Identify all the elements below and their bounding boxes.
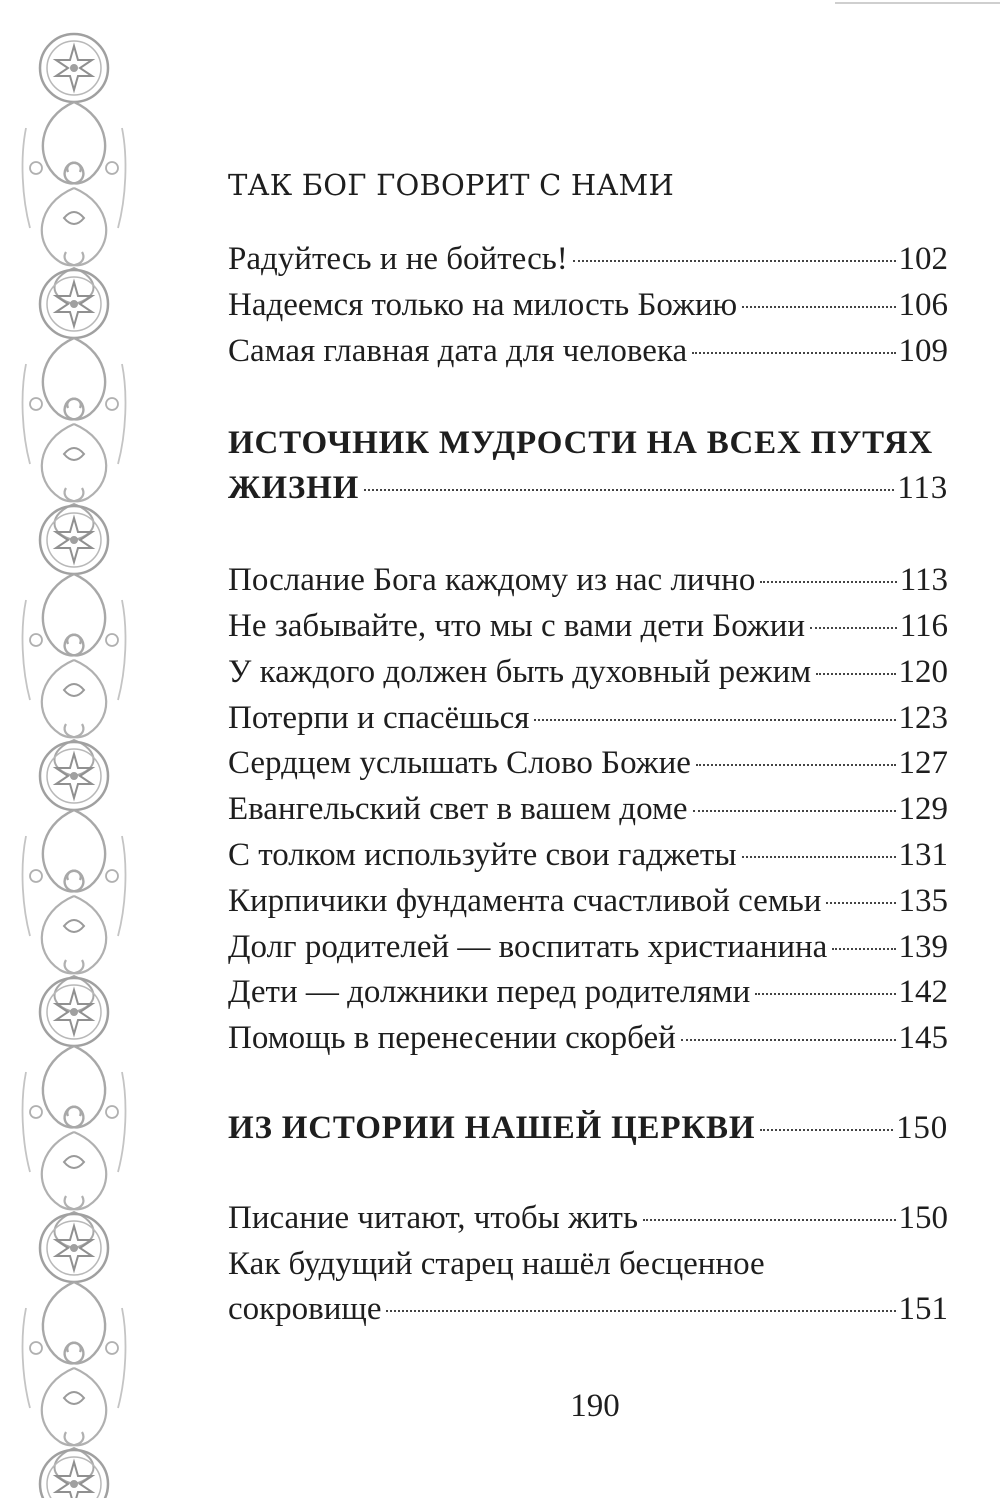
toc-entry (228, 329, 948, 375)
section-title-2-line-1: ИСТОЧНИК МУДРОСТИ НА ВСЕХ ПУТЯХ (228, 425, 933, 462)
toc-entry-page: 131 (898, 836, 948, 873)
toc-entry-page: 123 (898, 699, 948, 736)
toc-entry-title: Помощь в перенесении скорбей (228, 1020, 676, 1057)
dot-leader (826, 902, 895, 904)
toc-entry-page: 109 (898, 332, 948, 369)
toc-entry-title: Писание читают, чтобы жить (228, 1199, 639, 1236)
toc-entry-title: Сердцем услышать Слово Божие (228, 745, 691, 782)
toc-entry-title: Дети — должники перед родителями (228, 974, 751, 1011)
dot-leader (693, 810, 896, 812)
section-title-2-line-2: ЖИЗНИ (228, 470, 360, 507)
toc-entry-title: Долг родителей — воспитать христианина (228, 928, 828, 965)
dot-leader (816, 673, 895, 675)
toc-entry-multiline-page: 151 (898, 1291, 948, 1328)
toc-entry (228, 283, 948, 329)
dot-leader (742, 856, 896, 858)
dot-leader (534, 719, 895, 721)
dot-leader (760, 1129, 893, 1131)
dot-leader (832, 948, 895, 950)
toc-entry (228, 970, 948, 1016)
dot-leader (386, 1310, 895, 1312)
section-title-3-row (228, 1106, 948, 1152)
toc-entry (228, 833, 948, 879)
toc-entry-title: Самая главная дата для человека (228, 332, 688, 369)
toc-entry-page: 120 (898, 653, 948, 690)
toc-entry-page: 102 (898, 241, 948, 277)
toc-entry-title: Потерпи и спасёшься (228, 699, 530, 736)
toc-entry-title: Не забывайте, что мы с вами дети Божии (228, 607, 806, 644)
dot-leader (681, 1039, 896, 1041)
page-number: 190 (570, 1388, 620, 1424)
section-title-2 (228, 420, 948, 466)
toc-entry (228, 925, 948, 971)
dot-leader (760, 581, 896, 583)
section-2-items (228, 558, 948, 1062)
section-title-1: ТАК БОГ ГОВОРИТ С НАМИ (228, 168, 674, 202)
toc-entry-page: 127 (898, 745, 948, 782)
toc-entry (228, 604, 948, 650)
section-title-3: ИЗ ИСТОРИИ НАШЕЙ ЦЕРКВИ (228, 1109, 756, 1146)
toc-entry-page: 113 (899, 562, 948, 599)
dot-leader (364, 489, 894, 491)
toc-entry-page: 129 (898, 791, 948, 828)
dot-leader (573, 260, 896, 262)
section-3-page: 150 (896, 1109, 948, 1146)
toc-entry-title: Евангельский свет в вашем доме (228, 791, 688, 828)
toc-entry-page: 139 (898, 928, 948, 965)
toc-entry-page: 142 (898, 974, 948, 1011)
dot-leader (643, 1219, 895, 1221)
dot-leader (692, 352, 895, 354)
dot-leader (810, 627, 897, 629)
dot-leader (742, 306, 895, 308)
toc-entry (228, 787, 948, 833)
section-1-items (228, 237, 948, 374)
toc-entry-title: Послание Бога каждому из нас лично (228, 562, 756, 599)
toc-entry-title: У каждого должен быть духовный режим (228, 653, 812, 690)
toc-entry-multiline-line-2-row (228, 1287, 948, 1333)
ornamental-border (18, 0, 130, 1498)
toc-entry (228, 558, 948, 604)
dot-leader (755, 993, 895, 995)
toc-entry (228, 650, 948, 696)
toc-entry (228, 1016, 948, 1062)
toc-entry-title: Кирпичики фундамента счастливой семьи (228, 882, 822, 919)
toc-entry-title: Радуйтесь и не бойтесь! (228, 241, 568, 277)
toc-entry (228, 696, 948, 742)
toc-entry-page: 116 (899, 607, 948, 644)
toc-entry (228, 237, 948, 283)
toc-entry (228, 741, 948, 787)
top-edge-line (835, 2, 1000, 4)
dot-leader (696, 764, 896, 766)
toc-entry-page: 106 (898, 286, 948, 323)
table-of-contents (228, 163, 948, 1333)
toc-entry (228, 879, 948, 925)
section-3-items (228, 1196, 948, 1242)
toc-entry-title: С толком используйте свои гаджеты (228, 836, 737, 873)
toc-entry-multiline-line-1: Как будущий старец нашёл бесценное (228, 1245, 765, 1282)
toc-entry-multiline-line-2: сокровище (228, 1291, 382, 1328)
toc-entry-page: 145 (898, 1020, 948, 1057)
section-title-2-line-2-row (228, 466, 948, 512)
toc-entry-page: 150 (898, 1199, 948, 1236)
toc-entry-page: 135 (898, 882, 948, 919)
section-2-page: 113 (897, 470, 948, 507)
toc-entry (228, 1196, 948, 1242)
toc-entry-title: Надеемся только на милость Божию (228, 286, 738, 323)
